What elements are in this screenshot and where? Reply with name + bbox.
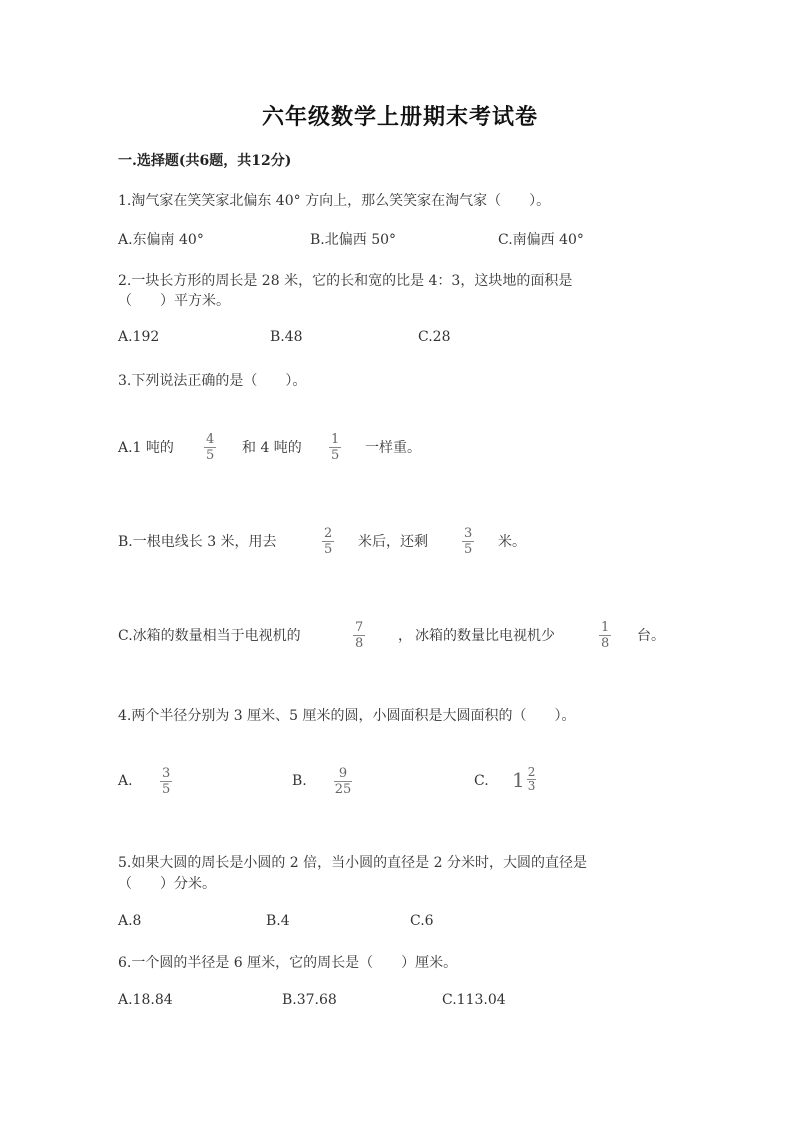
q3-option-b-part1[interactable]: B.一根电线长 3 米，用去 bbox=[118, 534, 277, 550]
q6-option-c[interactable]: C.113.04 bbox=[442, 992, 506, 1008]
q3-option-c-part2: 冰箱的数量比电视机少 bbox=[415, 628, 555, 644]
q2-option-c[interactable]: C.28 bbox=[418, 329, 451, 345]
q3-option-b-fraction-1: 2 5 bbox=[324, 526, 333, 557]
q4-option-a-label[interactable]: A. bbox=[118, 773, 133, 789]
q3-option-b-fraction-2: 3 5 bbox=[464, 526, 473, 557]
question-3: 3.下列说法正确的是（ ）。 bbox=[118, 373, 307, 389]
question-6: 6.一个圆的半径是 6 厘米，它的周长是（ ）厘米。 bbox=[118, 955, 458, 971]
q3-option-a-fraction-1: 4 5 bbox=[206, 432, 215, 463]
q4-option-c-mixed-number[interactable]: 1 $\frac{2}{3}$ bbox=[512, 765, 536, 793]
q4-option-c-label[interactable]: C. bbox=[474, 773, 489, 789]
q6-option-a[interactable]: A.18.84 bbox=[118, 992, 173, 1008]
question-5-line-1: 5.如果大圆的周长是小圆的 2 倍，当小圆的直径是 2 分米时，大圆的直径是 bbox=[118, 855, 587, 871]
q5-option-b[interactable]: B.4 bbox=[266, 913, 290, 929]
q3-option-b-part2: 米后，还剩 bbox=[358, 534, 428, 550]
q4-option-b-fraction[interactable]: 9 25 bbox=[334, 766, 352, 797]
q1-option-c[interactable]: C.南偏西 40° bbox=[498, 232, 584, 248]
page-title: 六年级数学上册期末考试卷 bbox=[261, 104, 538, 130]
q3-option-c-fraction-1: 7 8 bbox=[355, 620, 364, 651]
question-5-line-2: （ ）分米。 bbox=[118, 876, 216, 892]
q3-option-b-part3: 米。 bbox=[498, 534, 526, 550]
q5-option-c[interactable]: C.6 bbox=[410, 913, 434, 929]
q3-option-c-part3: 台。 bbox=[637, 628, 665, 644]
q4-option-b-label[interactable]: B. bbox=[292, 773, 307, 789]
question-2-line-2: （ ）平方米。 bbox=[118, 293, 230, 309]
question-2-line-1: 2.一块长方形的周长是 28 米，它的长和宽的比是 4：3，这块地的面积是 bbox=[118, 273, 573, 289]
q4-option-a-fraction[interactable]: 3 5 bbox=[162, 766, 171, 797]
q1-option-b[interactable]: B.北偏西 50° bbox=[310, 232, 397, 248]
q2-option-a[interactable]: A.192 bbox=[118, 329, 160, 345]
q2-option-b[interactable]: B.48 bbox=[270, 329, 303, 345]
section-heading: 一.选择题(共6题，共12分) bbox=[118, 153, 292, 169]
q6-option-b[interactable]: B.37.68 bbox=[282, 992, 337, 1008]
q3-option-a-fraction-2: 1 5 bbox=[331, 432, 340, 463]
q3-option-c-part1[interactable]: C.冰箱的数量相当于电视机的 bbox=[118, 628, 301, 644]
q3-option-a-part1[interactable]: A.1 吨的 bbox=[118, 440, 174, 456]
q3-option-c-fraction-2: 1 8 bbox=[601, 620, 610, 651]
q3-option-c-comma: ， bbox=[398, 628, 412, 644]
question-1: 1.淘气家在笑笑家北偏东 40° 方向上，那么笑笑家在淘气家（ ）。 bbox=[118, 193, 551, 209]
q5-option-a[interactable]: A.8 bbox=[118, 913, 142, 929]
q1-option-a[interactable]: A.东偏南 40° bbox=[118, 232, 204, 248]
q3-option-a-part3: 一样重。 bbox=[365, 440, 421, 456]
q3-option-a-part2: 和 4 吨的 bbox=[242, 440, 302, 456]
question-4: 4.两个半径分别为 3 厘米、5 厘米的圆，小圆面积是大圆面积的（ ）。 bbox=[118, 708, 576, 724]
